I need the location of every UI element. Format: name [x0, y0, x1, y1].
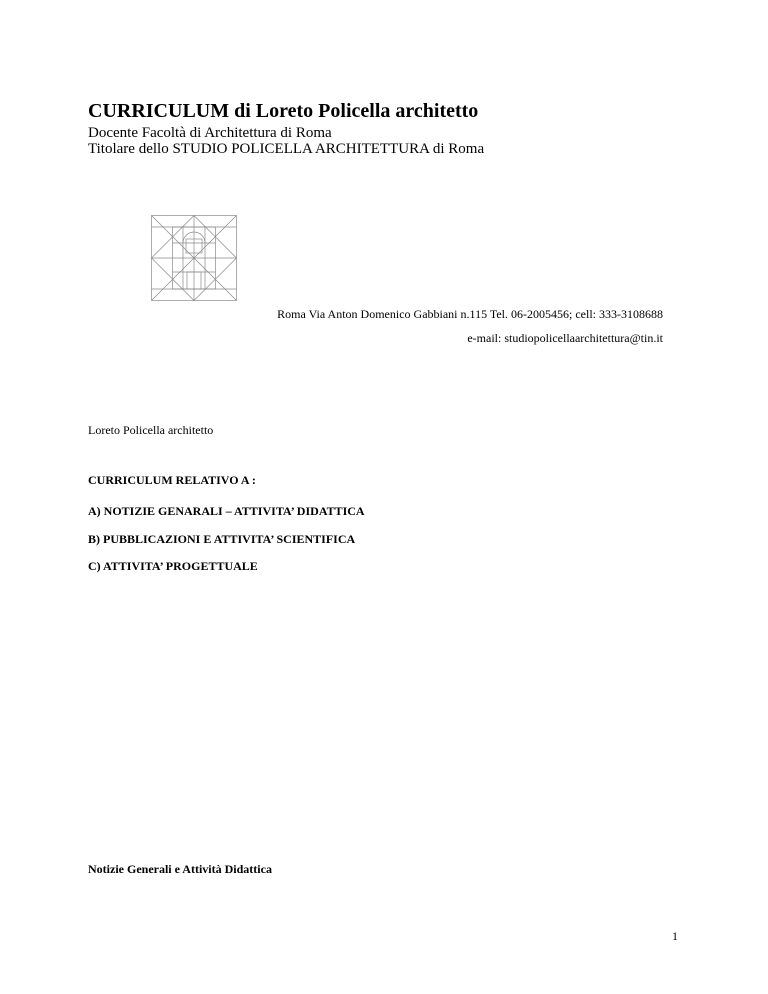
toc-heading: CURRICULUM RELATIVO A :	[88, 473, 256, 487]
document-title: CURRICULUM di Loreto Policella architetto	[88, 100, 479, 122]
studio-address: Roma Via Anton Domenico Gabbiani n.115 Tel. 06-2005456; cell: 333-3108688	[277, 307, 663, 321]
studio-email: e-mail: studiopolicellaarchitettura@tin.it	[467, 331, 663, 345]
author-line: Loreto Policella architetto	[88, 423, 214, 437]
section-heading: Notizie Generali e Attività Didattica	[88, 862, 272, 876]
toc-item-c: C) ATTIVITA’ PROGETTUALE	[88, 559, 258, 573]
toc-item-b: B) PUBBLICAZIONI E ATTIVITA’ SCIENTIFICA	[88, 532, 356, 546]
studio-logo-drawing	[151, 215, 237, 301]
subtitle-faculty: Docente Facoltà di Architettura di Roma	[88, 125, 332, 141]
subtitle-studio: Titolare dello STUDIO POLICELLA ARCHITETTURA di Roma	[88, 141, 485, 157]
page-number: 1	[672, 929, 678, 943]
toc-item-a: A) NOTIZIE GENARALI – ATTIVITA’ DIDATTICA	[88, 504, 365, 518]
